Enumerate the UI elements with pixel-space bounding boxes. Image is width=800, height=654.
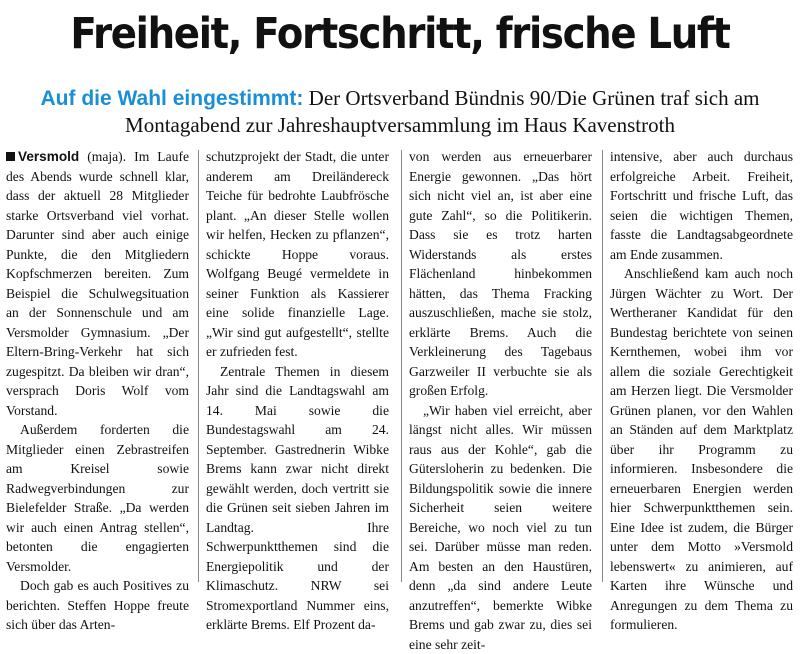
subheadline-text: Der Ortsverband Bündnis 90/Die Grünen traf sich am Montagabend zur Jahreshauptversammlung im Haus Kavenstroth xyxy=(125,86,759,137)
paragraph-text: Im Laufe des Abends wurde schnell klar, dass der aktuell 28 Mitglieder starke Ortsverband viel vorhat. Darunter sind aber auch einige Punkte, die den Mitgliedern Kopfschmerzen bereiten. Zum Beispiel die Schulwegsituation an der Sonnenschule und am Versmolder Gymnasium. „Der Eltern-Bring-Verkehr hat sich zugespitzt. Da bleiben wir dran“, versprach Doris Wolf vom Vorstand. xyxy=(6,149,189,418)
column-divider xyxy=(198,150,199,582)
subheadline xyxy=(0,85,800,138)
dateline-place: Versmold xyxy=(18,149,79,164)
article-column-1 xyxy=(6,147,189,635)
paragraph: Anschließend kam auch noch Jürgen Wächter zu Wort. Der Wertheraner Kandidat für den Bundestag berichtete von seinen Kernthemen, wobei ihm vor allem die soziale Gerechtigkeit am Herzen liegt. Die Versmolder Grünen planen, vor den Wahlen an Ständen auf dem Marktplatz über ihr Programm zu informieren. Insbesondere die erneuerbaren Energien werden hier Schwerpunktthemen sein. Eine Idee ist zudem, die Bürger unter dem Motto »Versmold lebenswert« zu animieren, auf Karten ihre Wünsche und Anregungen zu dem Thema zu formulieren. xyxy=(610,264,793,635)
dateline-square-icon xyxy=(6,152,15,161)
paragraph: „Wir haben viel erreicht, aber längst nicht alles. Wir müssen raus aus der Kohle“, gab die Gütersloherin zu bedenken. Die Bildungspolitik sowie die innere Sicherheit seien weitere Bereiche, wo noch viel zu tun sei. Darüber müsse man reden. Am besten an den Haustüren, denn „da sind andere Leute anzutreffen“, bemerkte Wibke Brems und gab zwar zu, dies sei eine sehr zeit- xyxy=(409,401,592,654)
paragraph: Außerdem forderten die Mitglieder einen Zebrastreifen am Kreisel sowie Radwegverbindungen zur Bielefelder Straße. „Da werden wir auch einen Antrag stellen“, betonten die engagierten Versmolder. xyxy=(6,420,189,576)
column-divider xyxy=(401,150,402,582)
paragraph: Doch gab es auch Positives zu berichten. Steffen Hoppe freute sich über das Arten- xyxy=(6,576,189,635)
paragraph: intensive, aber auch durchaus erfolgreiche Arbeit. Freiheit, Fortschritt und frische Luft, das seien die wichtigen Themen, fasste die Landtagsabgeordnete am Ende zusammen. xyxy=(610,147,793,264)
dateline-author: (maja). xyxy=(79,149,126,164)
column-divider xyxy=(602,150,603,582)
article-column-3 xyxy=(409,147,592,654)
paragraph: Zentrale Themen in diesem Jahr sind die Landtagswahl am 14. Mai sowie die Bundestagswahl am 24. September. Gastrednerin Wibke Brems kann zwar nicht direkt gewählt werden, doch vertritt sie die Grünen seit sieben Jahren im Landtag. Ihre Schwerpunktthemen sind die Energiepolitik und der Klimaschutz. NRW sei Stromexportland Nummer eins, erklärte Brems. Elf Prozent da- xyxy=(206,362,389,635)
paragraph: von werden aus erneuerbarer Energie gewonnen. „Das hört sich nicht viel an, ist aber eine gute Zahl“, so die Politikerin. Dass sie es trotz harten Widerstands als erstes Flächenland hinbekommen hätten, das Thema Fracking auszuschließen, mache sie stolz, erklärte Brems. Auch die Verkleinerung des Tagebaus Garzweiler II verbuchte sie als großen Erfolg. xyxy=(409,147,592,401)
article-column-2 xyxy=(206,147,389,635)
paragraph xyxy=(6,147,189,420)
paragraph: schutzprojekt der Stadt, die unter anderem am Dreiländereck Teiche für bedrohte Laubfrösche plant. „An dieser Stelle wollen wir helfen, Hecken zu pflanzen“, schickte Hoppe voraus. Wolfgang Beugé vermeldete in seiner Funktion als Kassierer eine solide finanzielle Lage. „Wir sind gut aufgestellt“, stellte er zufrieden fest. xyxy=(206,147,389,362)
headline: Freiheit, Fortschritt, frische Luft xyxy=(40,6,760,62)
article-column-4 xyxy=(610,147,793,635)
subheadline-kicker: Auf die Wahl eingestimmt: xyxy=(41,87,304,110)
